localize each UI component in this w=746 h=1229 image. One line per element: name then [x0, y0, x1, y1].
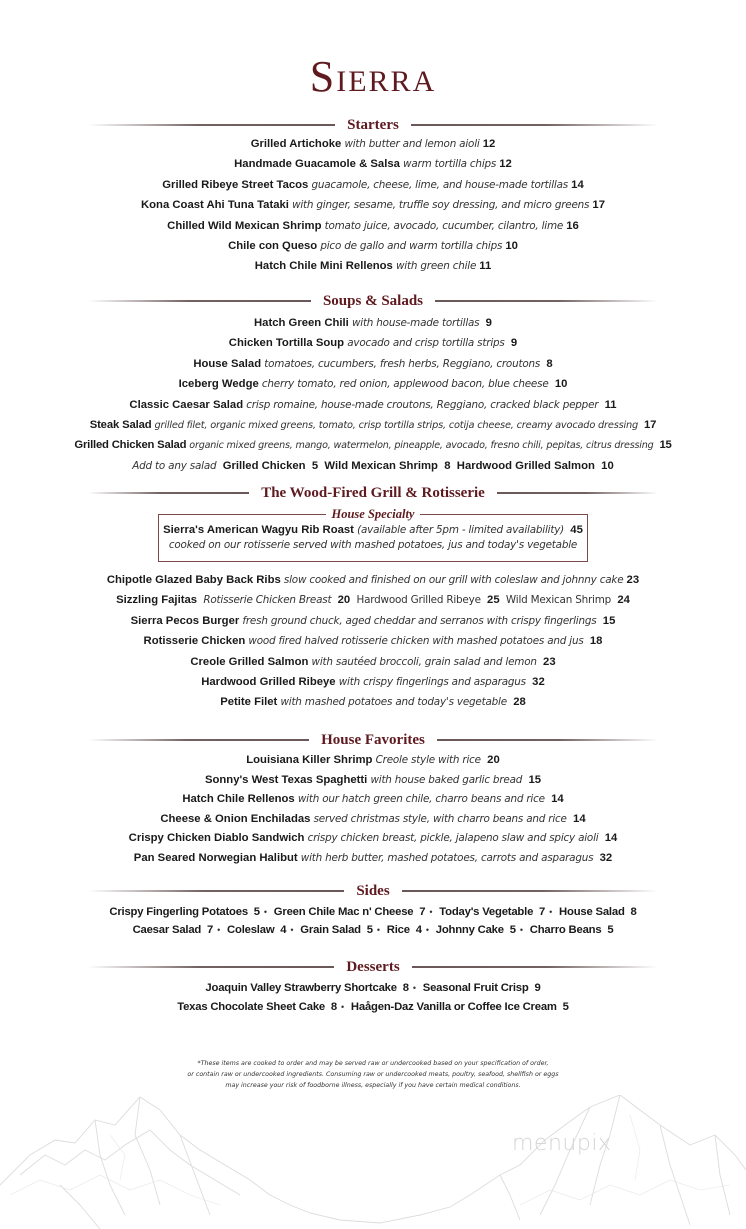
section-heading-soups-salads [88, 291, 658, 311]
item-name: Hatch Chile Rellenos [182, 793, 295, 806]
item-price: 17 [592, 199, 605, 212]
item-desc: with herb butter, mashed potatoes, carrots and asparagus [300, 851, 594, 864]
item-price: 10 [554, 378, 568, 391]
salad-addons [0, 456, 746, 476]
menu-item [0, 313, 746, 333]
item-price: 8 [546, 357, 553, 370]
addon-price: 5 [311, 459, 319, 472]
section-heading-sides [88, 881, 658, 901]
side-name: Today's Vegetable [439, 906, 534, 918]
side-name: Charro Beans [529, 924, 602, 936]
item-name: Kona Coast Ahi Tuna Tataki [141, 199, 289, 212]
menu-item [0, 771, 746, 791]
item-name: Grilled Ribeye Street Tacos [162, 178, 309, 191]
item-price: 11 [479, 260, 492, 273]
item-desc: crisp romaine, house-made croutons, Reggiano, cracked black pepper [246, 398, 599, 411]
item-desc: with butter and lemon aioli [344, 138, 480, 150]
section-title: Soups & Salads [322, 292, 424, 309]
title-initial: S [309, 52, 337, 101]
section-heading-desserts [88, 957, 658, 977]
food-safety-disclaimer [150, 1058, 596, 1091]
fajita-option: Rotisserie Chicken Breast [203, 594, 332, 607]
desserts-row [0, 979, 746, 998]
dessert-name: Seasonal Fruit Crisp [422, 982, 529, 994]
bullet-separator: • [290, 925, 294, 935]
sides-list [0, 903, 746, 939]
menu-item [0, 216, 746, 236]
side-price: 8 [630, 906, 637, 918]
dessert-price: 8 [330, 1001, 337, 1013]
side-price: 7 [207, 924, 214, 936]
item-desc: grilled filet, organic mixed greens, tomato, crisp tortilla strips, cotija cheese, creamy avocado dressing [154, 419, 639, 431]
item-price: 15 [659, 439, 672, 452]
side-price: 5 [366, 924, 373, 936]
fajita-option: Wild Mexican Shrimp [505, 594, 612, 607]
house-specialty-tag [0, 505, 746, 523]
desserts-row [0, 998, 746, 1017]
fajita-price: 25 [487, 594, 500, 607]
section-title: The Wood-Fired Grill & Rotisserie [261, 484, 485, 501]
side-name: House Salad [559, 906, 625, 918]
item-desc: with our hatch green chile, charro beans and rice [297, 793, 545, 806]
item-price: 9 [510, 337, 518, 350]
bullet-separator: • [217, 925, 221, 935]
divider-line [88, 966, 334, 968]
item-name: Handmade Guacamole & Salsa [234, 158, 400, 171]
side-price: 5 [253, 906, 260, 918]
item-name: Louisiana Killer Shrimp [246, 754, 373, 766]
menu-item [0, 829, 746, 849]
item-name: Cheese & Onion Enchiladas [160, 812, 311, 825]
menu-item [0, 195, 746, 215]
side-price: 5 [509, 924, 516, 936]
section-title: Starters [347, 116, 399, 133]
item-name: Petite Filet [220, 696, 278, 709]
menu-item [0, 354, 746, 374]
item-price: 32 [532, 675, 545, 688]
item-desc: with house-made tortillas [351, 317, 480, 329]
side-name: Grain Salad [300, 924, 361, 936]
addon-name: Hardwood Grilled Salmon [456, 459, 595, 472]
item-price: 12 [482, 138, 496, 150]
item-desc: Creole style with rice [375, 754, 481, 766]
item-name: Grilled Chicken Salad [74, 439, 187, 452]
dessert-name: Haågen-Daz Vanilla or Coffee Ice Cream [350, 1001, 557, 1013]
divider-line [412, 966, 658, 968]
menupix-watermark: menupix [512, 1131, 612, 1156]
side-name: Rice [386, 924, 410, 936]
item-desc: with crispy fingerlings and asparagus [338, 675, 526, 688]
dessert-price: 8 [402, 982, 409, 994]
menu-item [0, 333, 746, 353]
fajitas-item [0, 590, 746, 610]
divider-line [497, 492, 658, 494]
disclaimer-line: may increase your risk of foodborne illness, especially if you have certain medical conditions. [225, 1082, 521, 1089]
item-desc: guacamole, cheese, lime, and house-made tortillas [311, 178, 569, 191]
item-name: Creole Grilled Salmon [190, 655, 309, 668]
bullet-separator: • [412, 983, 416, 993]
item-name: Grilled Artichoke [250, 138, 342, 150]
divider-line [402, 890, 658, 892]
item-price: 12 [499, 158, 512, 171]
menu-item [0, 672, 746, 692]
item-price: 17 [644, 418, 657, 431]
section-heading-starters [88, 115, 658, 135]
grill-list [0, 570, 746, 713]
item-desc: cherry tomato, red onion, applewood bacon, blue cheese [261, 378, 549, 391]
dessert-name: Texas Chocolate Sheet Cake [177, 1001, 326, 1013]
menu-item [0, 154, 746, 174]
mountain-illustration-icon [0, 1095, 746, 1229]
menu-item [0, 256, 746, 276]
dessert-name: Joaquin Valley Strawberry Shortcake [205, 982, 397, 994]
item-name: Chile con Queso [228, 239, 318, 252]
item-name: Sizzling Fajitas [116, 594, 198, 607]
item-desc: wood fired halved rotisserie chicken with mashed potatoes and jus [248, 635, 584, 648]
item-desc: tomatoes, cucumbers, fresh herbs, Reggiano, croutons [264, 357, 541, 370]
divider-line [88, 124, 335, 126]
item-price: 28 [513, 696, 526, 709]
section-title: Sides [356, 882, 390, 899]
item-desc: warm tortilla chips [403, 158, 497, 171]
side-price: 7 [419, 906, 426, 918]
side-price: 4 [280, 924, 287, 936]
side-price: 5 [607, 924, 614, 936]
item-price: 16 [566, 219, 579, 232]
bullet-separator: • [549, 907, 553, 917]
menu-item [0, 849, 746, 869]
divider-line [437, 739, 658, 741]
item-price: 9 [485, 317, 492, 329]
item-desc: organic mixed greens, mango, watermelon, pineapple, avocado, fresno chili, pepitas, citrus dressing [189, 440, 654, 452]
item-price: 14 [573, 812, 586, 825]
title-rest: IERRA [336, 65, 437, 98]
starters-list [0, 134, 746, 277]
menu-item [0, 236, 746, 256]
addon-price: 10 [601, 459, 614, 472]
side-name: Caesar Salad [132, 924, 202, 936]
specialty-desc: cooked on our rotisserie served with mashed potatoes, jus and today's vegetable [168, 539, 578, 551]
item-name: Chilled Wild Mexican Shrimp [167, 219, 322, 232]
sides-row [0, 903, 746, 921]
menu-item [0, 751, 746, 771]
item-desc: with mashed potatoes and today's vegetable [280, 696, 507, 709]
fajita-option: Hardwood Grilled Ribeye [356, 594, 481, 607]
item-desc: with house baked garlic bread [370, 773, 523, 786]
specialty-price: 45 [570, 524, 583, 536]
menu-item [0, 134, 746, 154]
restaurant-title [0, 52, 746, 107]
item-name: Hatch Chile Mini Rellenos [254, 260, 393, 273]
disclaimer-line: *These items are cooked to order and may be served raw or undercooked based on your specification of order, [197, 1060, 549, 1067]
menu-item [0, 790, 746, 810]
item-desc: with ginger, sesame, truffle soy dressing, and micro greens [292, 199, 590, 212]
item-name: Steak Salad [89, 418, 152, 431]
item-name: Hatch Green Chili [254, 317, 349, 329]
menu-item [0, 570, 746, 590]
menu-item [0, 810, 746, 830]
item-desc: slow cooked and finished on our grill with coleslaw and johnny cake [283, 574, 624, 586]
item-price: 11 [604, 398, 617, 411]
specialty-name: Sierra's American Wagyu Rib Roast [163, 524, 354, 536]
item-desc: with green chile [396, 260, 477, 273]
divider-line [435, 300, 658, 302]
menu-item [0, 374, 746, 394]
fajita-price: 20 [337, 594, 351, 607]
item-price: 23 [626, 574, 640, 586]
specialty-tag-label: House Specialty [326, 507, 421, 521]
item-price: 14 [604, 832, 618, 845]
bullet-separator: • [376, 925, 380, 935]
item-name: Rotisserie Chicken [143, 635, 246, 648]
menu-item [0, 395, 746, 415]
divider-line [88, 890, 344, 892]
item-price: 14 [551, 793, 564, 806]
item-name: Sierra Pecos Burger [130, 614, 240, 627]
side-name: Crispy Fingerling Potatoes [109, 906, 248, 918]
item-name: House Salad [193, 357, 262, 370]
addon-price: 8 [444, 459, 451, 472]
desserts-list [0, 979, 746, 1017]
side-name: Green Chile Mac n' Cheese [273, 906, 414, 918]
soups-salads-list [0, 313, 746, 476]
item-price: 15 [528, 773, 542, 786]
item-price: 23 [543, 655, 556, 668]
item-price: 15 [602, 614, 616, 627]
item-desc: crispy chicken breast, pickle, jalapeno slaw and spicy aioli [307, 832, 599, 845]
item-name: Chicken Tortilla Soup [228, 337, 345, 350]
addons-label: Add to any salad [132, 459, 217, 472]
fajita-price: 24 [617, 594, 630, 607]
section-heading-favorites [88, 730, 658, 750]
side-price: 4 [415, 924, 422, 936]
addon-name: Wild Mexican Shrimp [324, 459, 438, 472]
divider-line [88, 492, 249, 494]
disclaimer-line: or contain raw or undercooked ingredients. Consuming raw or undercooked meats, poultry, seafood, shellfish or eggs [187, 1071, 559, 1078]
dessert-price: 9 [534, 982, 541, 994]
item-desc: served christmas style, with charro beans and rice [313, 812, 567, 825]
item-price: 18 [589, 635, 603, 648]
item-price: 20 [487, 754, 500, 766]
bullet-separator: • [429, 907, 433, 917]
house-specialty-content [158, 522, 588, 553]
item-price: 10 [505, 239, 518, 252]
item-name: Crispy Chicken Diablo Sandwich [128, 832, 305, 845]
divider-line [411, 124, 658, 126]
item-name: Iceberg Wedge [178, 378, 259, 391]
item-desc: pico de gallo and warm tortilla chips [320, 239, 503, 252]
menu-item [0, 692, 746, 712]
item-price: 32 [599, 851, 613, 864]
item-desc: with sautéed broccoli, grain salad and lemon [311, 655, 537, 668]
addon-name: Grilled Chicken [222, 459, 306, 472]
divider-line [88, 300, 311, 302]
menu-item [0, 175, 746, 195]
sides-row [0, 921, 746, 939]
item-price: 14 [571, 178, 584, 191]
dessert-price: 5 [562, 1001, 569, 1013]
menu-item [0, 611, 746, 631]
item-desc: tomato juice, avocado, cucumber, cilantro, lime [324, 219, 564, 232]
divider-line [88, 739, 309, 741]
item-name: Sonny's West Texas Spaghetti [204, 773, 368, 786]
item-desc: avocado and crisp tortilla strips [347, 337, 505, 350]
bullet-separator: • [341, 1002, 344, 1012]
side-price: 7 [539, 906, 546, 918]
item-desc: fresh ground chuck, aged cheddar and serranos with crispy fingerlings [242, 614, 597, 627]
item-name: Pan Seared Norwegian Halibut [133, 851, 298, 864]
item-name: Chipotle Glazed Baby Back Ribs [106, 574, 281, 586]
section-heading-grill [88, 483, 658, 503]
bullet-separator: • [263, 907, 267, 917]
section-title: House Favorites [321, 731, 425, 748]
menu-item [0, 415, 746, 435]
menu-item [0, 652, 746, 672]
favorites-list [0, 751, 746, 869]
side-name: Johnny Cake [435, 924, 504, 936]
specialty-item [158, 522, 588, 538]
menu-item [0, 631, 746, 651]
item-name: Hardwood Grilled Ribeye [201, 675, 336, 688]
menu-item [0, 435, 746, 455]
side-name: Coleslaw [227, 924, 275, 936]
bullet-separator: • [425, 925, 429, 935]
section-title: Desserts [346, 958, 400, 975]
bullet-separator: • [519, 925, 523, 935]
item-name: Classic Caesar Salad [129, 398, 244, 411]
specialty-note: (available after 5pm - limited availability) [357, 524, 565, 536]
